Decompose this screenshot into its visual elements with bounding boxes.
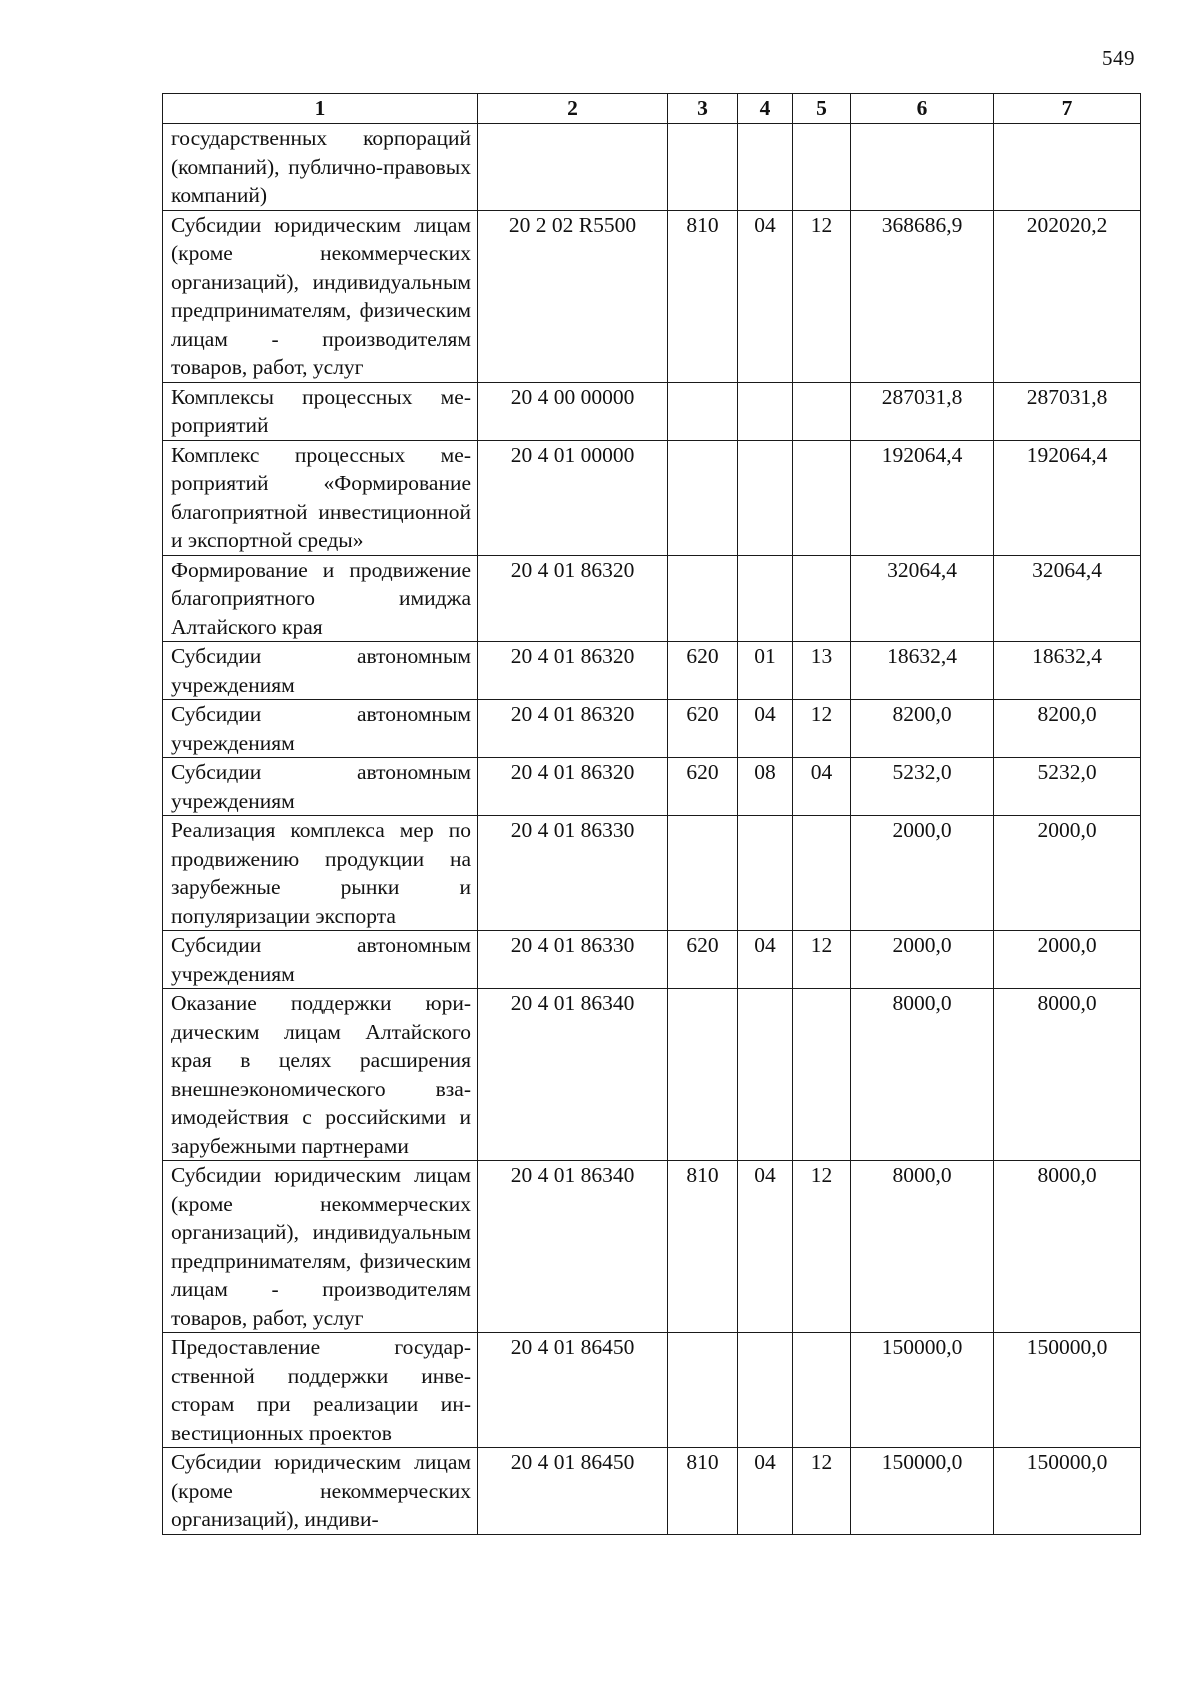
table-row — [163, 700, 1141, 758]
page-number: 549 — [1102, 46, 1135, 70]
header-col-5: 5 — [793, 94, 851, 124]
row-col4 — [738, 989, 793, 1161]
row-name: Субсидии юридическим лицам (кроме некоммерческих организаций), индиви- — [163, 1448, 478, 1535]
table-row — [163, 1333, 1141, 1448]
row-col5 — [793, 382, 851, 440]
row-code: 20 4 01 86450 — [478, 1448, 668, 1535]
row-col5 — [793, 555, 851, 642]
row-col4 — [738, 555, 793, 642]
table-row — [163, 440, 1141, 555]
row-col4: 04 — [738, 1448, 793, 1535]
row-name: государственных корпораций (компаний), публично-правовых компаний) — [163, 124, 478, 211]
row-amount-6: 368686,9 — [851, 210, 994, 382]
table-row — [163, 124, 1141, 211]
row-amount-7: 8000,0 — [994, 1161, 1141, 1333]
row-name: Субсидии автономным учреждениям — [163, 700, 478, 758]
row-amount-6: 8000,0 — [851, 1161, 994, 1333]
table-row — [163, 642, 1141, 700]
row-col4: 08 — [738, 758, 793, 816]
row-amount-7 — [994, 124, 1141, 211]
table-row — [163, 1161, 1141, 1333]
table-row — [163, 210, 1141, 382]
table-body — [163, 124, 1141, 1535]
row-col4 — [738, 382, 793, 440]
row-amount-7: 2000,0 — [994, 931, 1141, 989]
row-amount-7: 5232,0 — [994, 758, 1141, 816]
row-col5 — [793, 816, 851, 931]
row-code: 20 4 01 86320 — [478, 642, 668, 700]
row-amount-6: 18632,4 — [851, 642, 994, 700]
row-name: Формирование и продвижение благоприятного имиджа Алтайского края — [163, 555, 478, 642]
row-col3: 620 — [668, 700, 738, 758]
row-amount-6: 192064,4 — [851, 440, 994, 555]
row-col5: 12 — [793, 210, 851, 382]
header-col-6: 6 — [851, 94, 994, 124]
row-col3 — [668, 440, 738, 555]
row-col5: 12 — [793, 1161, 851, 1333]
row-code: 20 4 01 86320 — [478, 758, 668, 816]
row-amount-6: 8200,0 — [851, 700, 994, 758]
row-col4: 01 — [738, 642, 793, 700]
table-header-row — [163, 94, 1141, 124]
row-name: Субсидии автономным учреждениям — [163, 642, 478, 700]
row-name: Реализация комплекса мер по продвижению продукции на зарубежные рынки и популяризации экспорта — [163, 816, 478, 931]
row-col4: 04 — [738, 210, 793, 382]
row-col5 — [793, 989, 851, 1161]
row-code: 20 4 01 86330 — [478, 816, 668, 931]
row-col3 — [668, 124, 738, 211]
row-amount-6: 2000,0 — [851, 931, 994, 989]
row-col3 — [668, 989, 738, 1161]
row-name: Комплексы процессных мероприятий — [163, 382, 478, 440]
row-col3: 810 — [668, 210, 738, 382]
table-row — [163, 382, 1141, 440]
row-col3: 810 — [668, 1448, 738, 1535]
row-amount-7: 192064,4 — [994, 440, 1141, 555]
row-col3: 620 — [668, 931, 738, 989]
row-amount-6: 150000,0 — [851, 1448, 994, 1535]
header-col-2: 2 — [478, 94, 668, 124]
row-code: 20 4 01 86340 — [478, 1161, 668, 1333]
row-col5: 04 — [793, 758, 851, 816]
row-amount-7: 202020,2 — [994, 210, 1141, 382]
header-col-7: 7 — [994, 94, 1141, 124]
table-row — [163, 555, 1141, 642]
row-col5: 12 — [793, 931, 851, 989]
row-col3: 620 — [668, 758, 738, 816]
row-code: 20 4 01 86340 — [478, 989, 668, 1161]
row-col5: 13 — [793, 642, 851, 700]
row-col4 — [738, 440, 793, 555]
row-amount-7: 150000,0 — [994, 1448, 1141, 1535]
row-code: 20 4 00 00000 — [478, 382, 668, 440]
row-col5 — [793, 124, 851, 211]
row-col5 — [793, 1333, 851, 1448]
row-amount-7: 8000,0 — [994, 989, 1141, 1161]
table-row — [163, 816, 1141, 931]
row-amount-7: 32064,4 — [994, 555, 1141, 642]
header-col-3: 3 — [668, 94, 738, 124]
header-col-4: 4 — [738, 94, 793, 124]
row-name: Комплекс процессных мероприятий «Формирование благоприятной инвестиционной и экспортной среды» — [163, 440, 478, 555]
row-code: 20 4 01 86320 — [478, 555, 668, 642]
row-col4 — [738, 1333, 793, 1448]
row-code: 20 4 01 86320 — [478, 700, 668, 758]
row-amount-6 — [851, 124, 994, 211]
row-name: Субсидии юридическим лицам (кроме некоммерческих организаций), индивидуальным предпринимателям, физическим лицам - производителям товаров, работ, услуг — [163, 1161, 478, 1333]
row-amount-7: 18632,4 — [994, 642, 1141, 700]
row-amount-6: 32064,4 — [851, 555, 994, 642]
row-amount-6: 150000,0 — [851, 1333, 994, 1448]
row-col4: 04 — [738, 1161, 793, 1333]
row-amount-7: 8200,0 — [994, 700, 1141, 758]
row-col4: 04 — [738, 700, 793, 758]
row-col3 — [668, 555, 738, 642]
table-row — [163, 758, 1141, 816]
row-code: 20 4 01 86330 — [478, 931, 668, 989]
row-col3: 620 — [668, 642, 738, 700]
row-name: Предоставление государственной поддержки инвесторам при реализации инвестиционных проектов — [163, 1333, 478, 1448]
row-code — [478, 124, 668, 211]
row-col5 — [793, 440, 851, 555]
row-name: Субсидии юридическим лицам (кроме некоммерческих организаций), индивидуальным предпринимателям, физическим лицам - производителям товаров, работ, услуг — [163, 210, 478, 382]
budget-table — [162, 93, 1141, 1535]
row-amount-6: 287031,8 — [851, 382, 994, 440]
row-amount-7: 2000,0 — [994, 816, 1141, 931]
row-code: 20 4 01 00000 — [478, 440, 668, 555]
row-code: 20 4 01 86450 — [478, 1333, 668, 1448]
row-col5: 12 — [793, 1448, 851, 1535]
row-col3 — [668, 1333, 738, 1448]
row-col4 — [738, 124, 793, 211]
row-amount-6: 5232,0 — [851, 758, 994, 816]
row-col5: 12 — [793, 700, 851, 758]
row-code: 20 2 02 R5500 — [478, 210, 668, 382]
row-name: Субсидии автономным учреждениям — [163, 931, 478, 989]
row-name: Субсидии автономным учреждениям — [163, 758, 478, 816]
row-col3 — [668, 816, 738, 931]
row-amount-7: 150000,0 — [994, 1333, 1141, 1448]
row-col3: 810 — [668, 1161, 738, 1333]
table-row — [163, 989, 1141, 1161]
table-row — [163, 1448, 1141, 1535]
table-row — [163, 931, 1141, 989]
row-name: Оказание поддержки юридическим лицам Алтайского края в целях расширения внешнеэкономического взаимодействия с российскими и зарубежными партнерами — [163, 989, 478, 1161]
row-col3 — [668, 382, 738, 440]
row-amount-6: 2000,0 — [851, 816, 994, 931]
row-amount-7: 287031,8 — [994, 382, 1141, 440]
header-col-1: 1 — [163, 94, 478, 124]
row-amount-6: 8000,0 — [851, 989, 994, 1161]
row-col4 — [738, 816, 793, 931]
row-col4: 04 — [738, 931, 793, 989]
